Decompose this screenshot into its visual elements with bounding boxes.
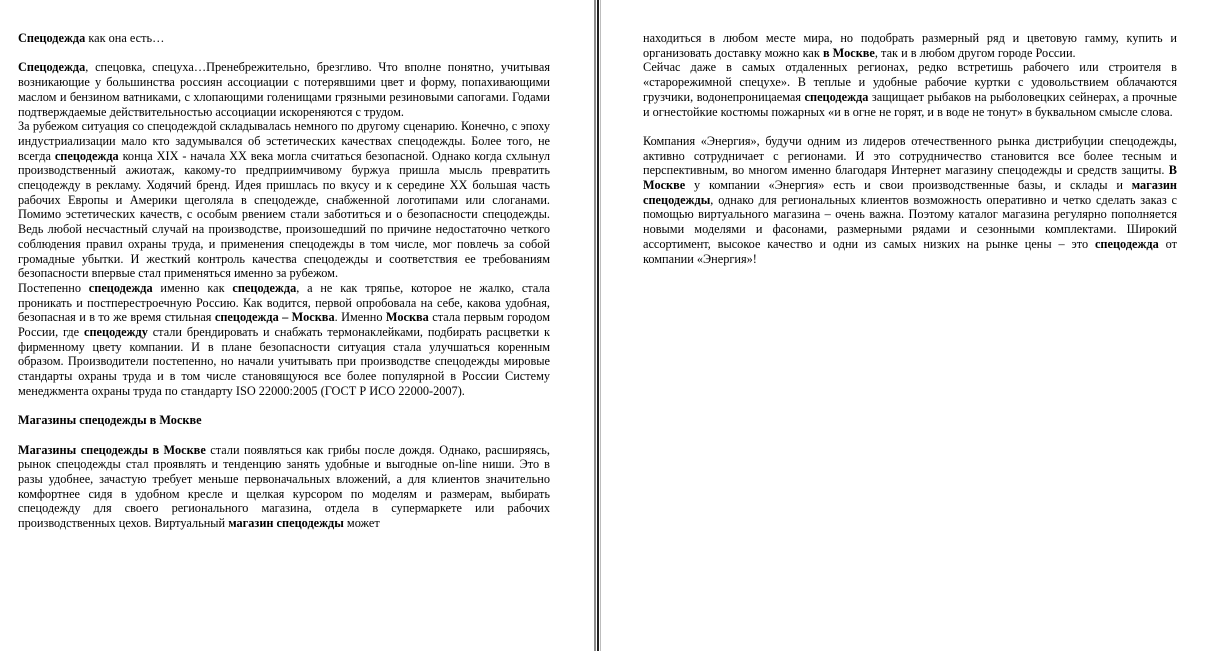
text-run: как она есть… [85,31,165,45]
text-run: стали появляться как грибы после дождя. Однако, расширяясь, рынок спецодежды стал проявлять и тенденцию занять удобные и выгодные on-line ниши. Это в разы удобнее, зачастую требует меньше первоначальных вложений, а для клиентов значительно комфортнее сидя в удобном кресле и щелкая курсором по моделям и размерам, выбирать спецодежду для своего регионального магазина, отдела в супермаркете или рабочих производственных цехов. Виртуальный [18,442,550,531]
text-run: именно как [152,280,233,295]
bold-run: в Москве [822,45,875,60]
text-run: Компания «Энергия», будучи одним из лидеров отечественного рынка дистрибуции спецодежды, активно сотрудничает с регионами. И это сотрудничество становится все более тесным и перспективным, во многом именно благодаря Интернет магазину спецодежды и средств защиты. [643,133,1177,178]
text-run: находиться в любом месте мира, но подобрать размерный ряд и цветовую гамму, купить и организовать доставку можно как [643,31,1177,60]
paragraph-7 [643,134,1177,266]
bold-run: спецодежда – Москва [214,310,335,325]
bold-run: спецодежда [1094,236,1159,251]
bold-run: Москва [385,310,429,325]
bold-run: спецодежду [84,325,148,340]
bold-run: В Москве [643,163,1177,193]
text-run: стали брендировать и снабжать термонаклейками, подбирать расцветки к фирменному цвету компании. И в плане безопасности ситуация стала улучшаться коренным образом. Производители постепенно, но начали учитывать при производстве спецодежды мировые стандарты охраны труда и в том числе становящуюся все более популярной в России Систему менеджмента охраны труда по стандарту ISO 22000:2005 (ГОСТ Р ИСО 22000-2007). [18,325,551,398]
paragraph-5 [643,31,1177,60]
page-text-left [18,31,550,531]
text-run: стала первым городом России, где [18,310,551,340]
bold-run: Спецодежда [18,31,86,45]
text-run: , однако для региональных клиентов возможность оперативно и четко сделать заказ с помощью виртуального магазина – очень важна. Поэтому каталог магазина регулярно пополняется новыми моделями и фасонами, размерными рядами и сезонными комплектами. Широкий ассортимент, высокое качество и одни из самых низких на рынке цены – это [643,192,1177,251]
text-run: защищает рыбаков на рыболовецких сейнерах, а прочные и огнестойкие костюмы пожарных «и в огне не горят, и в воде не тонут» в буквальном смысле слова. [643,89,1178,119]
bold-run: Магазины спецодежды в Москве [18,442,206,457]
bold-run: спецодежда [804,89,869,104]
page-text-right [643,31,1177,266]
text-run: , так и в любом другом городе России. [874,45,1076,60]
bold-run: спецодежда [88,280,153,295]
doc-title [18,31,550,46]
paragraph-4 [18,443,550,531]
text-run: у компании «Энергия» есть и свои производственные базы, и склады и [685,178,1132,193]
text-run: Постепенно [18,280,89,295]
text-run: За рубежом ситуация со спецодеждой складывалась немного по другому сценарию. Конечно, с эпоху индустриализации мало кто задумывался об эстетических качествах спецодежды. Более того, не всегда [18,119,550,163]
text-run: , а не как тряпье, которое не жалко, стала проникать и постперестроечную Россию. Как водится, первой опробовала на себе, какова удобная, безопасная и в то же время стильная [18,280,550,325]
document-page-left [0,0,594,651]
text-run: Сейчас даже в самых отдаленных регионах, редко встретишь рабочего или строителя в «старорежимной спецухе». В теплые и удобные рабочие куртки с удовольствием облачаются грузчики, водонепроницаемая [643,60,1177,104]
bold-run: спецодежда [54,148,119,163]
text-run: . Именно [334,310,386,325]
text-run: может [343,516,380,531]
paragraph-1 [18,60,550,119]
section-heading [18,413,550,428]
text-run: конца XIX - начала XX века могла считаться безопасной. Однако когда схлынул производственный ажиотаж, какому-то предприимчивому буржуа пришла мысль превратить спецодежду в рекламу. Ходячий бренд. Идея пришлась по вкусу и к середине XX большая часть рабочих Европы и Америки щеголяла в спецодежде, снабженной логотипами или слоганами. Помимо эстетических качеств, с особым рвением стали заботиться и о безопасности спецодежды. Ведь любой несчастный случай на производстве, произошедший по причине недостаточно четкого соблюдения правил охраны труда, и применения спецодежды в том числе, мог повлечь за собой громадные убытки. И жесткий контроль качества спецодежды и соответствия ее требованиям безопасности впервые стал применяться именно за рубежом. [18,148,550,281]
paragraph-6 [643,60,1177,119]
bold-run: Спецодежда [18,60,86,75]
document-page-right [604,0,1219,651]
paragraph-3 [18,281,550,399]
text-run: от компании «Энергия»! [643,236,1177,266]
text-run: , спецовка, спецуха…Пренебрежительно, брезгливо. Что вполне понятно, учитывая возникающие у большинства россиян ассоциации с потерявшими цвет и форму, попахивающими маслом и бензином ватниками, с хлопающими голенищами грязными резиновыми сапогами. Годами подтверждаемые действительностью ассоциации искореняются с трудом. [18,60,550,119]
bold-run: магазин спецодежды [228,516,344,531]
paragraph-2 [18,119,550,281]
page-divider [594,0,604,651]
bold-run: спецодежда [232,280,297,295]
bold-run: Магазины спецодежды в Москве [18,413,202,428]
bold-run: магазин спецодежды [643,178,1177,207]
